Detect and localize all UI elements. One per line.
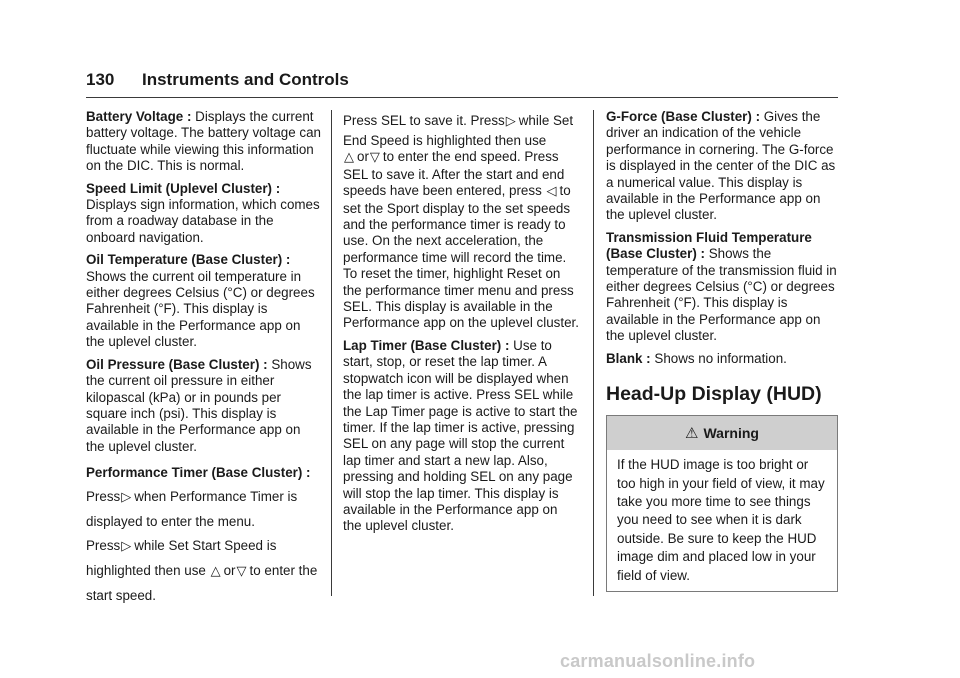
blank-entry (606, 351, 838, 367)
column-2 (343, 109, 579, 541)
description: Press (86, 489, 121, 505)
watermark: carmanualsonline.info (560, 651, 756, 671)
term: G-Force (Base Cluster) : (606, 109, 761, 124)
transmission-fluid-entry (606, 230, 838, 345)
description: Use to start, stop, or reset the lap timer. A stopwatch icon will be displayed when the lap timer is active. Press SEL while the Lap Timer page is active to start the timer. If the lap timer is active, pressing SEL on any page will stop the current lap timer and start a new lap. Also, pressing and holding SEL on any page will stop the lap timer. This display is available in the Performance app on the uplevel cluster. (343, 337, 578, 534)
down-arrow-icon: ▽ (236, 564, 247, 580)
left-arrow-icon: ◁ (546, 184, 557, 200)
term: Speed Limit (Uplevel Cluster) : (86, 180, 281, 196)
description: Displays sign information, which comes from a roadway database in the onboard navigation. (86, 197, 320, 245)
hud-heading: Head-Up Display (HUD) (606, 383, 822, 406)
description: Shows no information. (654, 350, 787, 366)
page-number: 130 (86, 70, 115, 89)
right-arrow-icon: ▷ (121, 490, 132, 506)
right-arrow-icon: ▷ (505, 114, 516, 129)
description: Shows the current oil temperature in either degrees Celsius (°C) or degrees Fahrenheit (°F). This display is available in the Performance app on the uplevel cluster. (86, 268, 315, 350)
description: or (357, 149, 369, 165)
term: Lap Timer (Base Cluster) : (343, 337, 510, 353)
warning-title: Warning (703, 424, 759, 441)
oil-pressure-entry (86, 357, 322, 455)
description: Gives the driver an indication of the vehicle performance in cornering. The G-force is displayed in the center of the DIC as a numerical value. This display is available in the Performance app on the uplevel cluster. (606, 109, 836, 223)
description: to set the Sport display to the set speeds and the performance timer is ready to use. On the next acceleration, the performance time will record the time. To reset the timer, highlight Reset on the performance timer menu and press SEL. This display is available in the Performance app on the uplevel cluster. (343, 183, 579, 331)
warning-box (606, 415, 838, 592)
column-1 (86, 109, 322, 614)
term: Transmission Fluid Temperature (Base Cluster) : (606, 229, 812, 262)
column-divider-1 (331, 110, 332, 596)
down-arrow-icon: ▽ (369, 150, 380, 166)
header-divider (86, 97, 838, 98)
speed-limit-entry (86, 181, 322, 247)
performance-timer-continued (343, 109, 579, 332)
term: Performance Timer (Base Cluster) : (86, 465, 311, 481)
up-arrow-icon: △ (344, 150, 354, 166)
page-header (86, 70, 838, 98)
description: to enter the start speed. (86, 563, 318, 604)
warning-text: If the HUD image is too bright or too high in your field of view, it may take you more time to see things you need to see when it is dark outside. Be sure to keep the HUD image dim and placed low in your field of view. (617, 457, 825, 583)
description: Displays the current battery voltage. The battery voltage can fluctuate while viewing this information on the DIC. This is normal. (86, 109, 321, 174)
up-arrow-icon: △ (210, 564, 221, 580)
term: Blank : (606, 350, 651, 366)
warning-header (607, 416, 837, 450)
g-force-entry (606, 109, 838, 224)
description: to enter the end speed. Press SEL to save it. After the start and end speeds have been entered, press (343, 149, 565, 199)
performance-timer-entry (86, 461, 322, 608)
description: Press SEL to save it. Press (343, 113, 505, 128)
oil-temperature-entry (86, 252, 322, 350)
term: Oil Pressure (Base Cluster) : (86, 356, 268, 372)
term: Oil Temperature (Base Cluster) : (86, 252, 291, 268)
column-divider-2 (593, 110, 594, 596)
column-3 (606, 109, 838, 592)
battery-voltage-entry (86, 109, 322, 175)
lap-timer-entry (343, 338, 579, 535)
description: when Performance Timer is displayed to enter the menu. Press (86, 489, 298, 554)
term: Battery Voltage : (86, 109, 192, 124)
warning-icon: ⚠ (685, 423, 699, 442)
description: or (223, 563, 236, 579)
section-title: Instruments and Controls (142, 70, 349, 89)
description: Shows the temperature of the transmission fluid in either degrees Celsius (°C) or degrees Fahrenheit (°F). This display is available in the Performance app on the uplevel cluster. (606, 246, 837, 344)
description: Shows the current oil pressure in either kilopascal (kPa) or in pounds per square inch (psi). This display is available in the Performance app on the uplevel cluster. (86, 356, 312, 454)
description: while Set End Speed is highlighted then use (343, 113, 574, 148)
description: while Set Start Speed is highlighted then use (86, 538, 277, 579)
right-arrow-icon: ▷ (121, 539, 132, 555)
